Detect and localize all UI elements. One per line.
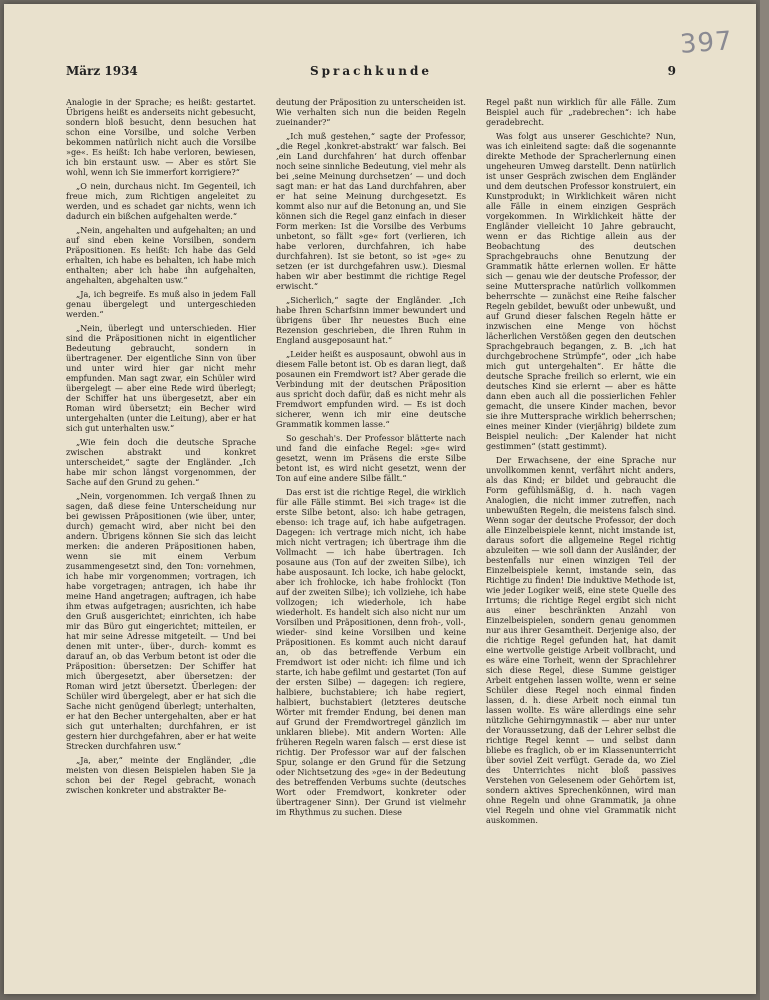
paragraph: deutung der Präposition zu unterscheiden ist. Wie verhalten sich nun die beiden Regeln zueinander?“ xyxy=(276,97,466,127)
running-head xyxy=(66,64,676,84)
paragraph: Analogie in der Sprache; es heißt: gestartet. Übrigens heißt es anderseits nicht gebesucht, sondern bloß besucht, denn besuchen hat schon eine Vorsilbe, und solche Verben bekommen natürlich nicht auch die Vorsilbe »ge«. Es heißt: Ich habe verloren, bewiesen, ich bin erstaunt usw. — Aber es stört Sie wohl, wenn ich Sie immerfort korrigiere?“ xyxy=(66,97,256,177)
magazine-page xyxy=(4,4,756,994)
paragraph: Regel paßt nun wirklich für alle Fälle. Zum Beispiel auch für „radebrechen“: ich habe geradebrecht. xyxy=(486,97,676,127)
text-column-1 xyxy=(66,97,256,927)
paragraph: „Nein, angehalten und aufgehalten; an und auf sind eben keine Vorsilben, sondern Präpositionen. Es heißt: Ich habe das Geld erhalten, ich habe es behalten, ich habe mich enthalten; aber ich habe ihn aufgehalten, angehalten, abgehalten usw.“ xyxy=(66,225,256,285)
paragraph: „Wie fein doch die deutsche Sprache zwischen abstrakt und konkret unterscheidet,“ sagte der Engländer. „Ich habe mir schon längst vorgenommen, der Sache auf den Grund zu gehen.“ xyxy=(66,437,256,487)
paragraph: „Nein, überlegt und unterschieden. Hier sind die Präpositionen nicht in eigentlicher Bedeutung gebraucht, sondern in übertragener. Der eigentliche Sinn von über und unter wird hier gar nicht mehr empfunden. Man sagt zwar, ein Schüler wird übergelegt — aber eine Rede wird überlegt; der Schiffer hat uns übergesetzt, aber ein Roman wird übersetzt; ein Becher wird untergehalten (unter die Leitung), aber er hat sich gut unterhalten usw.“ xyxy=(66,323,256,433)
paragraph: So geschah's. Der Professor blätterte nach und fand die einfache Regel: »ge« wird gesetzt, wenn im Präsens die erste Silbe betont ist, es wird nicht gesetzt, wenn der Ton auf eine andere Silbe fällt.“ xyxy=(276,433,466,483)
paragraph: „Ja, ich begreife. Es muß also in jedem Fall genau übergelegt und untergeschieden werden.“ xyxy=(66,289,256,319)
paragraph: Das erst ist die richtige Regel, die wirklich für alle Fälle stimmt. Bei »ich trage« ist die erste Silbe betont, also: ich habe getragen, ebenso: ich trage auf, ich habe aufgetragen. Dagegen: ich vertrage mich nicht, ich habe mich nicht vertragen; ich übertrage ihm die Vollmacht — ich habe übertragen. Ich posaune aus (Ton auf der zweiten Silbe), ich habe ausposaunt. Ich locke, ich habe gelockt, aber ich frohlocke, ich habe frohlockt (Ton auf der zweiten Silbe); ich vollziehe, ich habe vollzogen; ich wiederhole, ich habe wiederholt. Es handelt sich also nicht nur um Vorsilben und Präpositionen, denn froh-, voll-, wieder- sind keine Vorsilben und keine Präpositionen. Es kommt auch nicht darauf an, ob das betreffende Verbum ein Fremdwort ist oder nicht: ich filme und ich starte, ich habe gefilmt und gestartet (Ton auf der ersten Silbe) — dagegen: ich regiere, halbiere, buchstabiere; ich habe regiert, halbiert, buchstabiert (letzteres deutsche Wörter mit fremder Endung, bei denen man auf Grund der Fremdwortregel gänzlich im unklaren bliebe). Mit andern Worten: Alle früheren Regeln waren falsch — erst diese ist richtig. Der Professor war auf der falschen Spur, solange er den Grund für die Setzung oder Nichtsetzung des »ge« in der Bedeutung des betreffenden Verbums suchte (deutsches Wort oder Fremdwort, konkreter oder übertragener Sinn). Der Grund ist vielmehr im Rhythmus zu suchen. Diese xyxy=(276,487,466,817)
paragraph: „Sicherlich,“ sagte der Engländer. „Ich habe Ihren Scharfsinn immer bewundert und übrigens über Ihr neuestes Buch eine Rezension geschrieben, die Ihren Ruhm in England ausgeposaunt hat.“ xyxy=(276,295,466,345)
text-column-3 xyxy=(486,97,676,927)
page-number: 9 xyxy=(667,64,676,78)
paragraph: „Leider heißt es ausposaunt, obwohl aus in diesem Falle betont ist. Ob es daran liegt, daß posaunen ein Fremdwort ist? Aber gerade die Verbindung mit der deutschen Präposition aus spricht doch dafür, daß es nicht mehr als Fremdwort empfunden wird. — Es ist doch sicherer, wenn ich mir eine deutsche Grammatik kommen lasse.“ xyxy=(276,349,466,429)
paragraph: Der Erwachsene, der eine Sprache nur unvollkommen kennt, verfährt nicht anders, als das Kind; er bildet und gebraucht die Form gefühlsmäßig, d. h. nach vagen Analogien, die nicht immer zutreffen, nach unbewußten Regeln, die meistens falsch sind. Wenn sogar der deutsche Professor, der doch alle Einzelbeispiele kennt, nicht imstande ist, daraus sofort die allgemeine Regel richtig abzuleiten — wie soll dann der Ausländer, der bestenfalls nur einen winzigen Teil der Einzelbeispiele kennt, imstande sein, das Richtige zu finden! Die induktive Methode ist, wie jeder Logiker weiß, eine stete Quelle des Irrtums; die richtige Regel ergibt sich nicht aus einer beschränkten Anzahl von Einzelbeispielen, sondern genau genommen nur aus ihrer Gesamtheit. Derjenige also, der die richtige Regel gefunden hat, hat damit eine wertvolle geistige Arbeit vollbracht, und es wäre eine Torheit, wenn der Sprachlehrer sich diese Regel, diese Summe geistiger Arbeit entgehen lassen wollte, wenn er seine Schüler diese Regel noch einmal finden lassen, d. h. diese Arbeit noch einmal tun lassen wollte. Es wäre allerdings eine sehr nützliche Gehirngymnastik — aber nur unter der Voraussetzung, daß der Lehrer selbst die richtige Regel kennt — und selbst dann bliebe es fraglich, ob er im Klassenunterricht über soviel Zeit verfügt. Gerade da, wo Ziel des Unterrichtes nicht bloß passives Verstehen von Gelesenem oder Gehörtem ist, sondern aktives Sprechenkönnen, wird man ohne Regeln und ohne Grammatik, ja ohne viel Regeln und ohne viel Grammatik nicht auskommen. xyxy=(486,455,676,825)
paragraph: „Ja, aber,“ meinte der Engländer, „die meisten von diesen Beispielen haben Sie ja schon bei der Regel gebracht, wonach zwischen konkreter und abstrakter Be- xyxy=(66,755,256,795)
handwritten-page-number: 397 xyxy=(679,26,734,60)
text-column-2 xyxy=(276,97,466,927)
paragraph: „Ich muß gestehen,“ sagte der Professor, „die Regel ‚konkret-abstrakt‘ war falsch. Bei ‚ein Land durchfahren‘ hat durch offenbar noch seine sinnliche Bedeutung, viel mehr als bei ‚seine Meinung durchsetzen‘ — und doch sagt man: er hat das Land durchfahren, aber er hat seine Meinung durchgesetzt. Es kommt also nur auf die Betonung an, und Sie können sich die Regel ganz einfach in dieser Form merken: Ist die Vorsilbe des Verbums unbetont, so fällt »ge« fort (verlieren, ich habe verloren, durchfahren, ich habe durchfahren). Ist sie betont, so ist »ge« zu setzen (er ist durchgefahren usw.). Diesmal haben wir aber bestimmt die richtige Regel erwischt.“ xyxy=(276,131,466,291)
paragraph: „O nein, durchaus nicht. Im Gegenteil, ich freue mich, zum Richtigen angeleitet zu werden, und es schadet gar nichts, wenn ich dadurch ein bißchen aufgehalten werde.“ xyxy=(66,181,256,221)
paragraph: Was folgt aus unserer Geschichte? Nun, was ich einleitend sagte: daß die sogenannte direkte Methode der Spracherlernung einen ungeheuren Umweg darstellt. Denn natürlich ist unser Gespräch zwischen dem Engländer und dem deutschen Professor konstruiert, ein Kunstprodukt; in Wirklichkeit wären nicht alle Fälle in einem einzigen Gespräch vorgekommen. In Wirklichkeit hätte der Engländer vielleicht 10 Jahre gebraucht, wenn er das Richtige allein aus der Beobachtung des deutschen Sprachgebrauchs ohne Benutzung der Grammatik hätte erlernen wollen. Er hätte sich — genau wie der deutsche Professor, der seine Muttersprache natürlich vollkommen beherrschte — zunächst eine Reihe falscher Regeln gebildet, bewußt oder unbewußt, und auf Grund dieser falschen Regeln hätte er inzwischen eine Menge von höchst lächerlichen Verstößen gegen den deutschen Sprachgebrauch begangen, z. B. „ich hat durchgebrochene Strümpfe“, oder „ich habe mich gut untergehalten“. Er hätte die deutsche Sprache freilich so erlernt, wie ein deutsches Kind sie erlernt — aber es hätte dann eben auch all die possierlichen Fehler gemacht, die unsere Kinder machen, bevor sie ihre Muttersprache wirklich beherrschen; eines meiner Kinder (vierjährig) bildete zum Beispiel neulich: „Der Kalender hat nicht gestimmen“ (statt gestimmt). xyxy=(486,131,676,451)
paragraph: „Nein, vorgenommen. Ich vergaß Ihnen zu sagen, daß diese feine Unterscheidung nur bei gewissen Präpositionen (wie über, unter, durch) gemacht wird, aber nicht bei den andern. Übrigens können Sie sich das leicht merken: die anderen Präpositionen haben, wenn sie mit einem Verbum zusammengesetzt sind, den Ton: vornehmen, ich habe mir vorgenommen; vortragen, ich habe vorgetragen; antragen, ich habe ihr meine Hand angetragen; auftragen, ich habe ihm etwas aufgetragen; ausrichten, ich habe den Gruß ausgerichtet; einrichten, ich habe mir das Büro gut eingerichtet; mitteilen, er hat mir seine Adresse mitgeteilt. — Und bei denen mit unter-, über-, durch- kommt es darauf an, ob das Verbum betont ist oder die Präposition: übersetzen: Der Schiffer hat mich übergesetzt, aber übersetzen: der Roman wird jetzt übersetzt. Überlegen: der Schüler wird übergelegt, aber er hat sich die Sache nicht genügend überlegt; unterhalten, er hat den Becher untergehalten, aber er hat sich gut unterhalten; durchfahren, er ist gestern hier durchgefahren, aber er hat weite Strecken durchfahren usw.“ xyxy=(66,491,256,751)
article-body xyxy=(66,97,676,929)
section-title: Sprachkunde xyxy=(310,64,432,78)
issue-date: März 1934 xyxy=(66,64,138,78)
scan-gutter xyxy=(760,0,769,1000)
